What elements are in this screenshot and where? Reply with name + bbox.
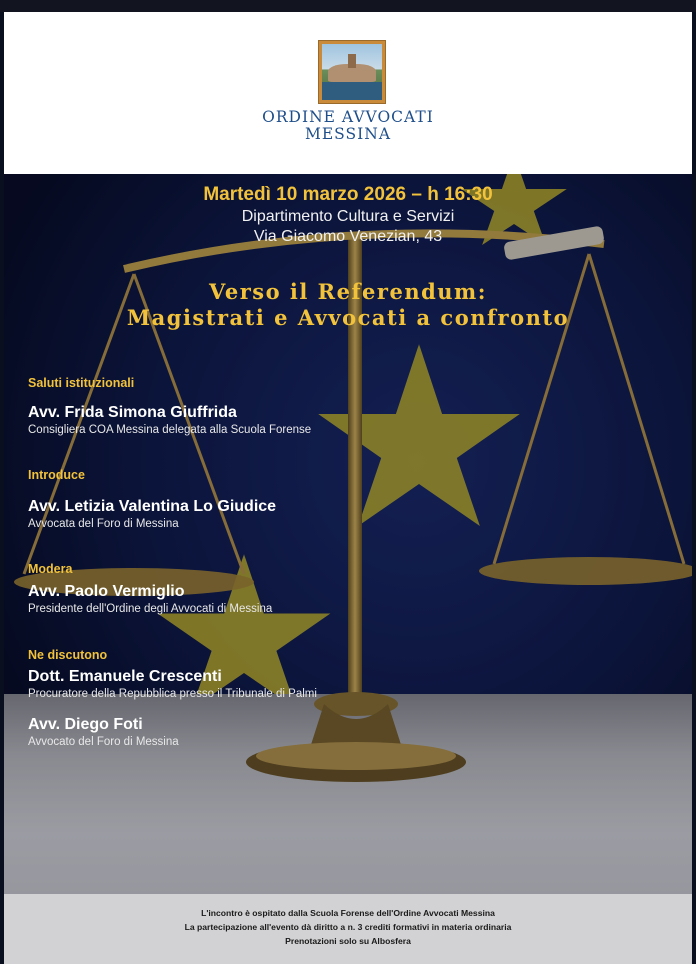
header	[4, 12, 692, 174]
speaker-name: Dott. Emanuele Crescenti	[28, 668, 222, 685]
speaker-role: Consigliera COA Messina delegata alla Scuola Forense	[28, 424, 312, 436]
speaker-role: Avvocato del Foro di Messina	[28, 736, 179, 748]
bottom-edge	[0, 964, 696, 969]
coat-of-arms-logo	[318, 40, 386, 104]
speaker-role: Presidente dell'Ordine degli Avvocati di Messina	[28, 603, 273, 615]
event-address: Via Giacomo Venezian, 43	[253, 228, 443, 245]
section-heading: Introduce	[28, 468, 85, 482]
speaker-role: Avvocata del Foro di Messina	[28, 518, 179, 530]
org-name-line1: ORDINE AVVOCATI	[262, 108, 434, 126]
section-heading: Modera	[28, 562, 73, 576]
speaker-name: Avv. Diego Foti	[28, 716, 143, 733]
event-date: Martedì 10 marzo 2026 – h 16:30	[203, 184, 493, 205]
footer-notes	[4, 894, 692, 964]
top-bar	[0, 0, 696, 12]
footer-line: L'incontro è ospitato dalla Scuola Forense dell'Ordine Avvocati Messina	[201, 908, 495, 918]
speaker-name: Avv. Paolo Vermiglio	[28, 583, 185, 600]
event-venue: Dipartimento Cultura e Servizi	[241, 208, 455, 225]
section-heading: Ne discutono	[28, 648, 108, 662]
speaker-role: Procuratore della Repubblica presso il Tribunale di Palmi	[28, 688, 317, 700]
section-heading: Saluti istituzionali	[28, 376, 135, 390]
speaker-name: Avv. Frida Simona Giuffrida	[28, 404, 237, 421]
org-name-line2: MESSINA	[304, 125, 392, 143]
footer-line: Prenotazioni solo su Albosfera	[285, 936, 411, 946]
event-title-line2: Magistrati e Avvocati a confronto	[126, 305, 570, 330]
speaker-name: Avv. Letizia Valentina Lo Giudice	[28, 498, 277, 515]
footer-line: La partecipazione all'evento dà diritto a n. 3 crediti formativi in materia ordinaria	[184, 922, 512, 932]
event-title-line1: Verso il Referendum:	[208, 279, 488, 304]
